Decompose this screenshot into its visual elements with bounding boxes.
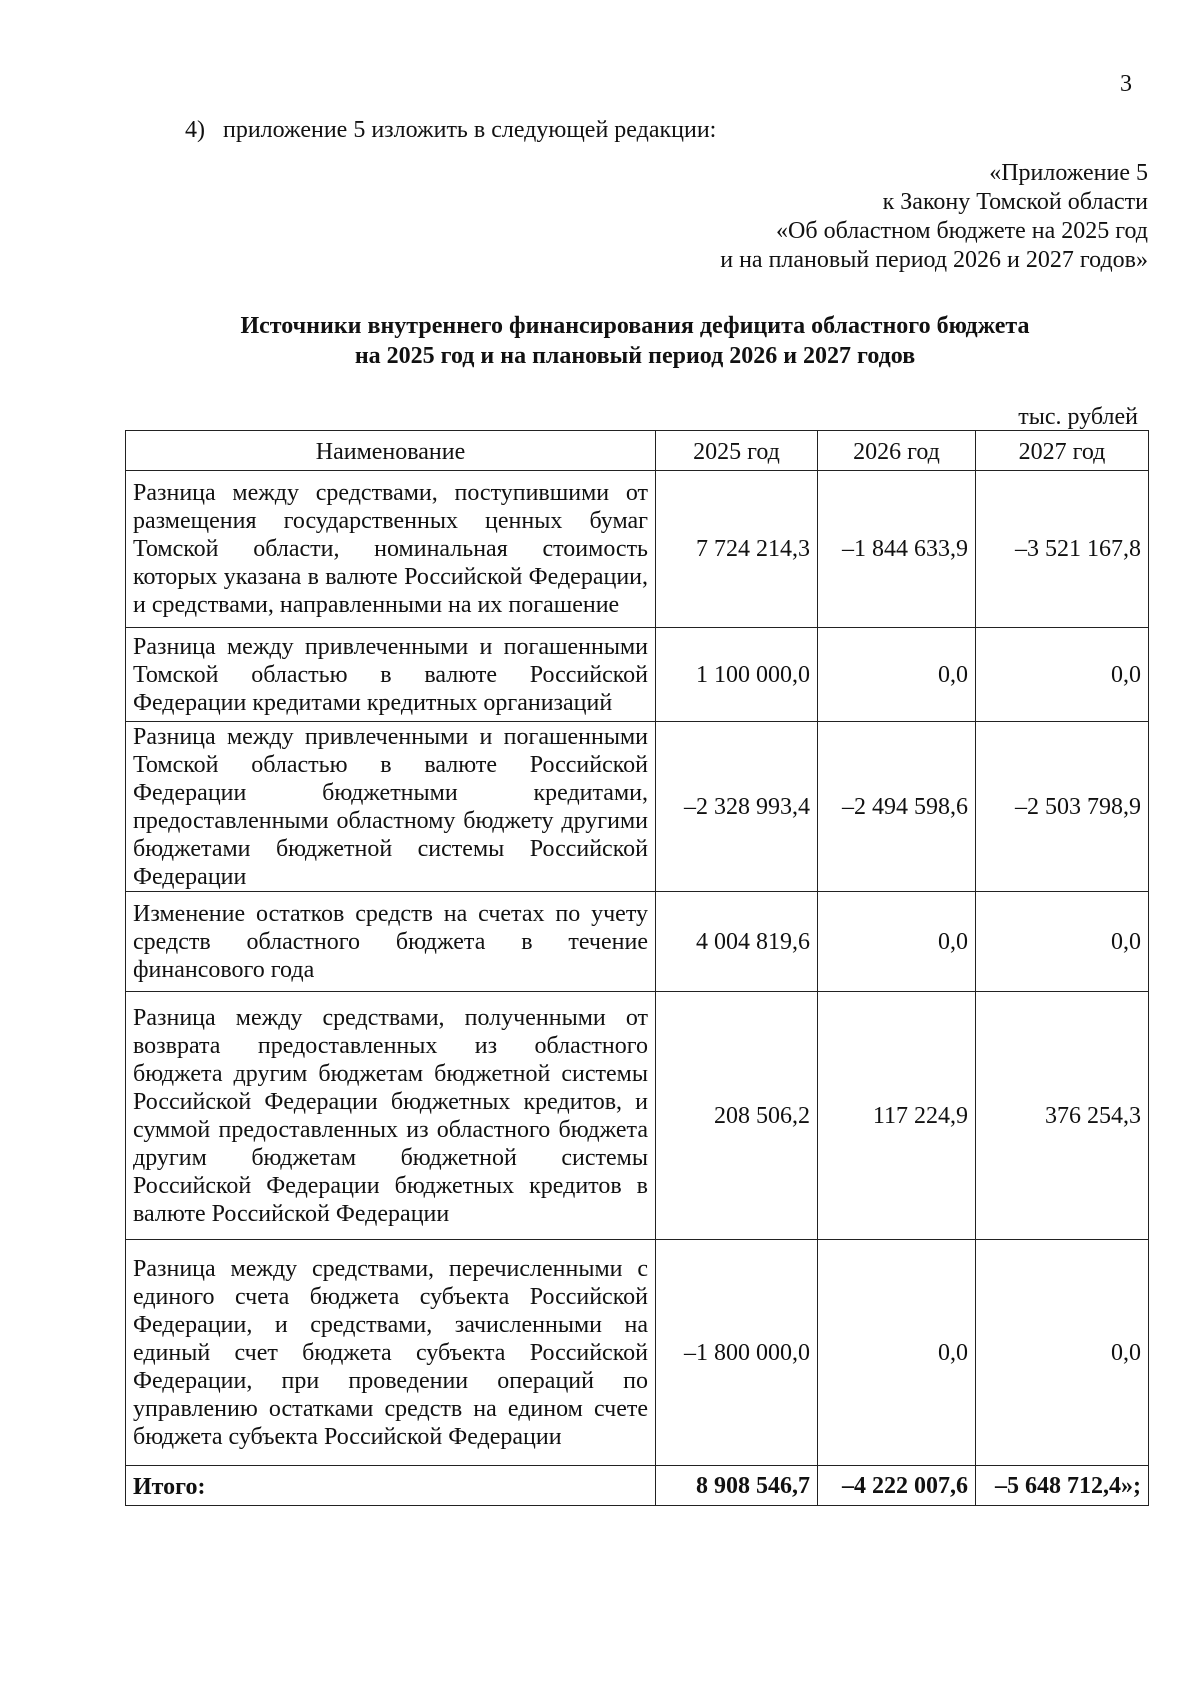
document-title-line: на 2025 год и на плановый период 2026 и 2027 годов [354, 343, 916, 369]
value-2026: –1 844 633,9 [818, 471, 976, 628]
value-2027: –3 521 167,8 [976, 471, 1149, 628]
table-row [126, 628, 1149, 722]
appendix-reference-line: «Об областном бюджете на 2025 год [776, 218, 1148, 244]
row-name: Разница между средствами, поступившими от размещения государственных ценных бумаг Томской области, номинальная стоимость которых указана в валюте Российской Федерации, и средствами, направленными на их погашение [126, 471, 656, 628]
amendment-intro: 4) приложение 5 изложить в следующей редакции: [185, 117, 717, 143]
value-2027: 376 254,3 [976, 992, 1149, 1240]
table-row [126, 992, 1149, 1240]
total-2026: –4 222 007,6 [818, 1466, 976, 1506]
table-row [126, 1240, 1149, 1466]
value-2026: –2 494 598,6 [818, 722, 976, 892]
financing-sources-table [125, 430, 1149, 1506]
appendix-reference-line: и на плановый период 2026 и 2027 годов» [720, 247, 1148, 273]
appendix-reference [548, 159, 1148, 275]
value-2027: 0,0 [976, 628, 1149, 722]
row-name: Разница между привлеченными и погашенными Томской областью в валюте Российской Федерации бюджетными кредитами, предоставленными областному бюджету другими бюджетами бюджетной системы Российской Федерации [126, 722, 656, 892]
document-title-line: Источники внутреннего финансирования дефицита областного бюджета [240, 313, 1030, 339]
table-row [126, 722, 1149, 892]
table-header-row [126, 431, 1149, 471]
row-name: Разница между средствами, полученными от возврата предоставленных из областного бюджета другим бюджетам бюджетной системы Российской Федерации бюджетных кредитов, и суммой предоставленных из областного бюджета другим бюджетам бюджетной системы Российской Федерации бюджетных кредитов в валюте Российской Федерации [126, 992, 656, 1240]
column-header-2027: 2027 год [976, 431, 1149, 471]
total-label: Итого: [126, 1466, 656, 1506]
row-name: Разница между средствами, перечисленными с единого счета бюджета субъекта Российской Федерации, и средствами, зачисленными на единый счет бюджета субъекта Российской Федерации, при проведении операций по управлению остатками средств на едином счете бюджета субъекта Российской Федерации [126, 1240, 656, 1466]
column-header-name: Наименование [126, 431, 656, 471]
value-2027: –2 503 798,9 [976, 722, 1149, 892]
column-header-2026: 2026 год [818, 431, 976, 471]
appendix-reference-line: к Закону Томской области [882, 189, 1148, 215]
total-2025: 8 908 546,7 [656, 1466, 818, 1506]
value-2027: 0,0 [976, 892, 1149, 992]
row-name: Изменение остатков средств на счетах по учету средств областного бюджета в течение финансового года [126, 892, 656, 992]
value-2025: –2 328 993,4 [656, 722, 818, 892]
total-2027: –5 648 712,4»; [976, 1466, 1149, 1506]
row-name: Разница между привлеченными и погашенными Томской областью в валюте Российской Федерации кредитами кредитных организаций [126, 628, 656, 722]
document-title [120, 311, 1150, 371]
value-2025: 1 100 000,0 [656, 628, 818, 722]
table-row [126, 892, 1149, 992]
value-2026: 0,0 [818, 892, 976, 992]
value-2025: 4 004 819,6 [656, 892, 818, 992]
value-2026: 0,0 [818, 1240, 976, 1466]
value-2025: –1 800 000,0 [656, 1240, 818, 1466]
column-header-2025: 2025 год [656, 431, 818, 471]
value-2026: 0,0 [818, 628, 976, 722]
total-row [126, 1466, 1149, 1506]
page-number: 3 [1120, 71, 1132, 97]
value-2027: 0,0 [976, 1240, 1149, 1466]
appendix-reference-line: «Приложение 5 [989, 160, 1148, 186]
units-label: тыс. рублей [1018, 404, 1138, 430]
table-row [126, 471, 1149, 628]
value-2025: 208 506,2 [656, 992, 818, 1240]
value-2025: 7 724 214,3 [656, 471, 818, 628]
value-2026: 117 224,9 [818, 992, 976, 1240]
